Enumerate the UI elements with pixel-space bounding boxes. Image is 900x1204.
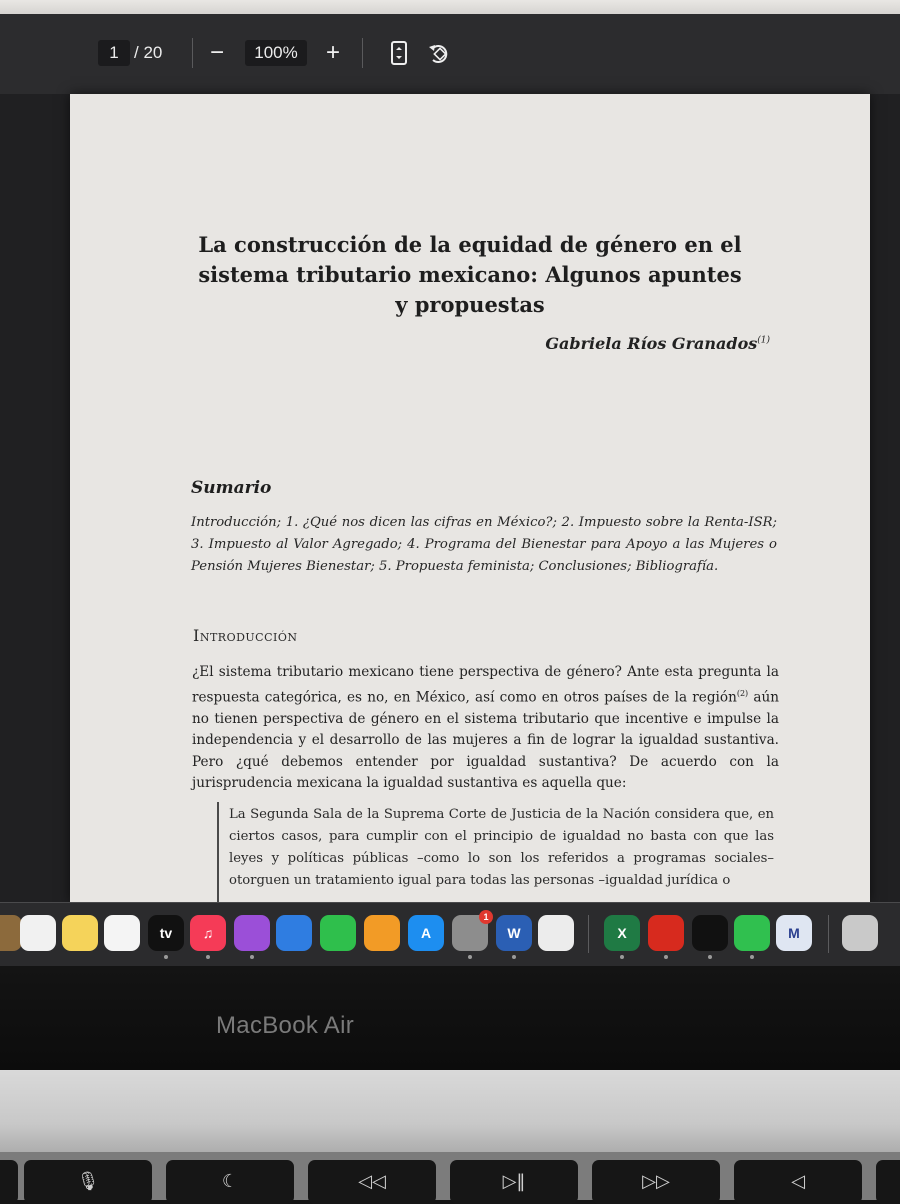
- keyboard-row: [0, 1152, 900, 1200]
- author-name: Gabriela Ríos Granados: [545, 334, 758, 353]
- app-icon[interactable]: [776, 915, 812, 951]
- system-settings-icon[interactable]: [452, 912, 489, 951]
- play-pause-key: ▷‖: [450, 1160, 578, 1204]
- whatsapp-icon[interactable]: [734, 915, 770, 951]
- pdf-toolbar: [0, 14, 900, 94]
- introduction-paragraph: [192, 662, 779, 794]
- pages-icon[interactable]: [364, 915, 400, 951]
- document-viewer[interactable]: [0, 94, 900, 902]
- word-icon[interactable]: [496, 915, 532, 951]
- word-glyph: W: [507, 925, 521, 941]
- music-glyph: ♫: [202, 925, 214, 941]
- laptop-brand-label: MacBook Air: [216, 1012, 355, 1039]
- fit-page-icon[interactable]: [384, 38, 414, 68]
- screen-bezel: [0, 966, 900, 1070]
- numbers-icon[interactable]: [320, 915, 356, 951]
- intro-text-part1: ¿El sistema tributario mexicano tiene perspectiva de género? Ante esta pregunta la respuesta categórica, es no, en México, así como en otros países de la región: [192, 664, 779, 706]
- running-indicator: [512, 955, 516, 959]
- apple-tv-icon[interactable]: [148, 915, 184, 951]
- phone-mirroring-icon[interactable]: [538, 915, 574, 951]
- rotate-icon[interactable]: [424, 38, 454, 68]
- dock-divider: [588, 915, 589, 953]
- rewind-key: ◁◁: [308, 1160, 436, 1204]
- running-indicator: [468, 955, 472, 959]
- dock-divider: [828, 915, 829, 953]
- app-store-glyph: A: [420, 925, 432, 941]
- app-store-icon[interactable]: [408, 915, 444, 951]
- document-title: La construcción de la equidad de género en el sistema tributario mexicano: Algunos apuntes y propuestas: [198, 232, 742, 317]
- blockquote-text: La Segunda Sala de la Suprema Corte de Justicia de la Nación considera que, en ciertos casos, para cumplir con el principio de igualdad no basta con que las leyes y políticas públicas –como lo son los referidos a programas sociales– otorguen un tratamiento igual para todas las personas –igualdad jurídica o: [229, 807, 774, 888]
- focus-key: ☾: [166, 1160, 294, 1204]
- reminders-icon[interactable]: [20, 915, 56, 951]
- running-indicator: [164, 955, 168, 959]
- document-author: [545, 334, 770, 353]
- intro-footnote-marker[interactable]: (2): [736, 689, 749, 699]
- toolbar-divider: [362, 38, 363, 68]
- music-icon[interactable]: [190, 915, 226, 951]
- apple-tv-glyph: tv: [159, 925, 173, 941]
- author-footnote-marker[interactable]: (1): [757, 335, 770, 346]
- running-indicator: [620, 955, 624, 959]
- running-indicator: [750, 955, 754, 959]
- fast-forward-key: ▷▷: [592, 1160, 720, 1204]
- page-total: / 20: [134, 43, 163, 62]
- keynote-icon[interactable]: [276, 915, 312, 951]
- running-indicator: [206, 955, 210, 959]
- notes-icon[interactable]: [62, 915, 98, 951]
- notification-badge: 1: [479, 910, 493, 924]
- running-indicator: [708, 955, 712, 959]
- blockquote-rule: [217, 802, 219, 902]
- toolbar-divider: [192, 38, 193, 68]
- laptop-body: [0, 1070, 900, 1160]
- introduction-heading: Introducción: [193, 626, 298, 645]
- zoom-level-input[interactable]: 100%: [245, 40, 307, 66]
- key: [876, 1160, 900, 1204]
- podcasts-icon[interactable]: [234, 915, 270, 951]
- dock: [0, 902, 900, 967]
- excel-icon[interactable]: [604, 915, 640, 951]
- excel-glyph: X: [617, 925, 627, 941]
- app-glyph: M: [788, 925, 800, 941]
- zoom-in-button[interactable]: +: [325, 39, 340, 66]
- pdf-page: [70, 94, 870, 902]
- intro-text-part2: aún no tienen perspectiva de género en el sistema tributario que incentive e impulse la independencia y el desarrollo de las mujeres a fin de lograr la igualdad sustantiva. Pero ¿qué debemos entender por igualdad sustantiva? De acuerdo con la jurisprudencia mexicana la igualdad sustantiva es aquella que:: [192, 689, 780, 792]
- summary-text: Introducción; 1. ¿Qué nos dicen las cifras en México?; 2. Impuesto sobre la Renta-ISR; 3. Impuesto al Valor Agregado; 4. Programa del Bienestar para Apoyo a las Mujeres o Pensión Mujeres Bienestar; 5. Propuesta feminista; Conclusiones; Bibliografía.: [191, 515, 777, 574]
- summary-heading: Sumario: [191, 478, 272, 498]
- acrobat-icon[interactable]: [648, 915, 684, 951]
- window-top-edge: [0, 0, 900, 14]
- key: [0, 1160, 18, 1204]
- mute-key: ◁: [734, 1160, 862, 1204]
- zoom-out-button[interactable]: −: [209, 39, 224, 66]
- chatgpt-icon[interactable]: [692, 915, 728, 951]
- running-indicator: [664, 955, 668, 959]
- page-number-input[interactable]: 1: [98, 40, 130, 66]
- running-indicator: [250, 955, 254, 959]
- launchpad-icon[interactable]: [0, 915, 22, 951]
- dictation-key: 🎙: [24, 1160, 152, 1204]
- preview-icon[interactable]: [842, 915, 878, 951]
- freeform-icon[interactable]: [104, 915, 140, 951]
